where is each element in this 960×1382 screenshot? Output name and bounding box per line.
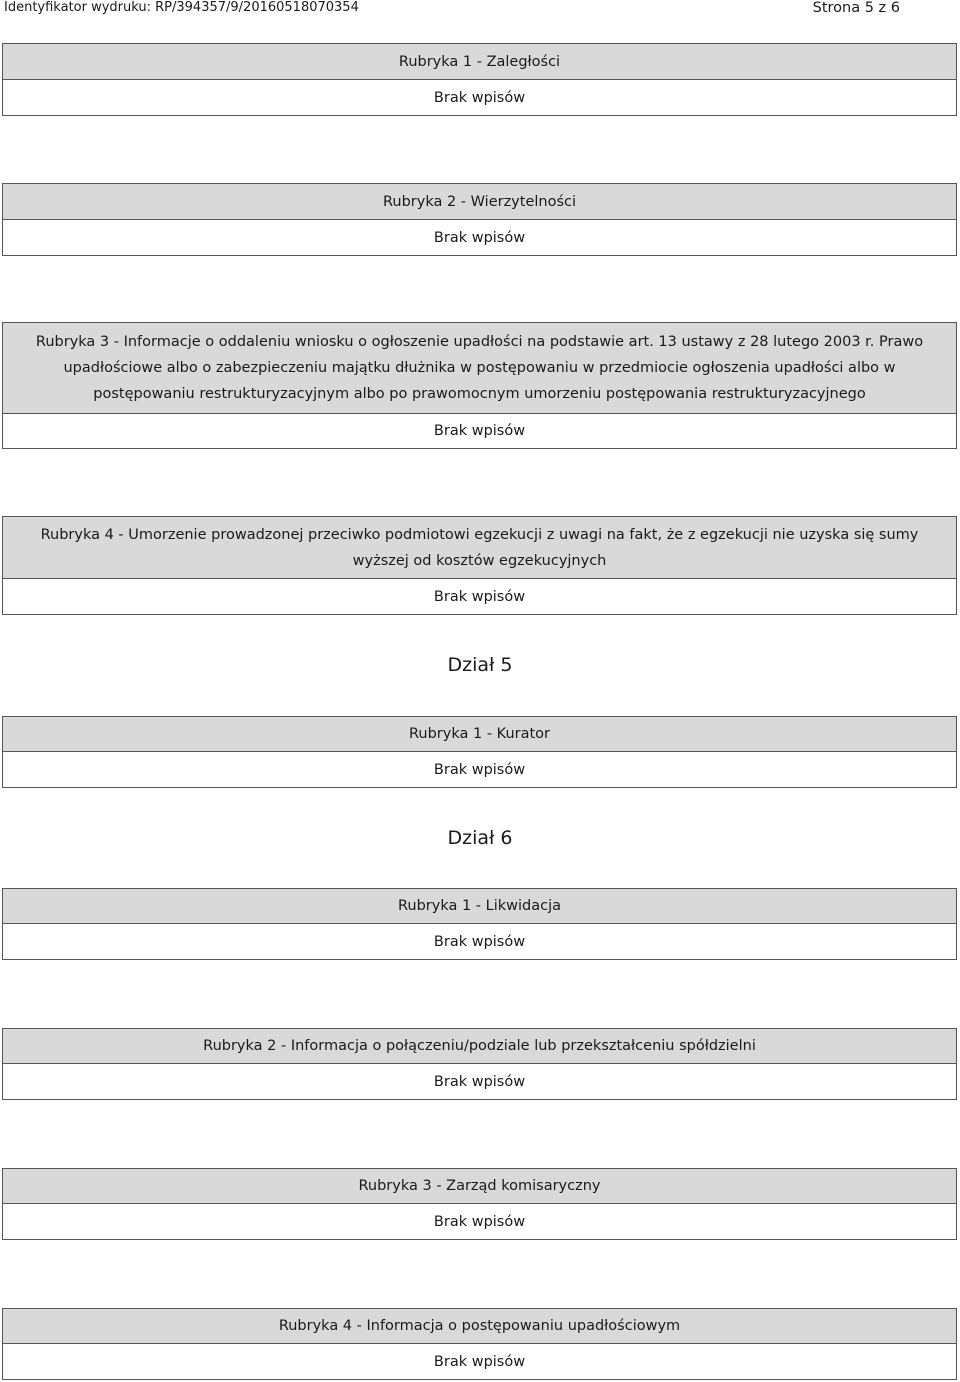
section-rubryka-4-postepowanie-upadlosciowe bbox=[2, 1308, 957, 1380]
section-title: Rubryka 4 - Umorzenie prowadzonej przeciwko podmiotowi egzekucji z uwagi na fakt, że z egzekucji nie uzyska się sumy wyższej od kosztów egzekucyjnych bbox=[2, 516, 957, 579]
page-number: Strona 5 z 6 bbox=[812, 0, 900, 16]
section-title: Rubryka 2 - Wierzytelności bbox=[2, 183, 957, 220]
division-heading-5: Dział 5 bbox=[447, 654, 513, 676]
section-body: Brak wpisów bbox=[2, 924, 957, 960]
print-identifier: Identyfikator wydruku: RP/394357/9/20160518070354 bbox=[4, 0, 359, 15]
section-rubryka-4-umorzenie bbox=[2, 516, 957, 615]
section-title: Rubryka 1 - Likwidacja bbox=[2, 888, 957, 924]
section-rubryka-1-kurator bbox=[2, 716, 957, 788]
section-rubryka-1-likwidacja bbox=[2, 888, 957, 960]
page-header bbox=[0, 0, 960, 18]
section-body: Brak wpisów bbox=[2, 414, 957, 449]
section-body: Brak wpisów bbox=[2, 1064, 957, 1100]
section-rubryka-3-zarzad-komisaryczny bbox=[2, 1168, 957, 1240]
section-body: Brak wpisów bbox=[2, 752, 957, 788]
section-title: Rubryka 4 - Informacja o postępowaniu upadłościowym bbox=[2, 1308, 957, 1344]
section-body: Brak wpisów bbox=[2, 220, 957, 256]
section-body: Brak wpisów bbox=[2, 1204, 957, 1240]
section-rubryka-2-wierzytelnosci bbox=[2, 183, 957, 256]
section-title: Rubryka 3 - Zarząd komisaryczny bbox=[2, 1168, 957, 1204]
section-title: Rubryka 1 - Kurator bbox=[2, 716, 957, 752]
section-body: Brak wpisów bbox=[2, 579, 957, 615]
section-title: Rubryka 1 - Zaległości bbox=[2, 43, 957, 80]
division-heading-6: Dział 6 bbox=[447, 827, 513, 849]
section-title: Rubryka 2 - Informacja o połączeniu/podziale lub przekształceniu spółdzielni bbox=[2, 1028, 957, 1064]
section-body: Brak wpisów bbox=[2, 1344, 957, 1380]
section-rubryka-1-zaleglosci bbox=[2, 43, 957, 116]
section-rubryka-2-polaczenie-podzial bbox=[2, 1028, 957, 1100]
section-title: Rubryka 3 - Informacje o oddaleniu wniosku o ogłoszenie upadłości na podstawie art. 13 ustawy z 28 lutego 2003 r. Prawo upadłościowe albo o zabezpieczeniu majątku dłużnika w postępowaniu w przedmiocie ogłoszenia upadłości albo w postępowaniu restrukturyzacyjnym albo po prawomocnym umorzeniu postępowania restrukturyzacyjnego bbox=[2, 322, 957, 414]
section-rubryka-3-informacje-o-oddaleniu bbox=[2, 322, 957, 449]
section-body: Brak wpisów bbox=[2, 80, 957, 116]
